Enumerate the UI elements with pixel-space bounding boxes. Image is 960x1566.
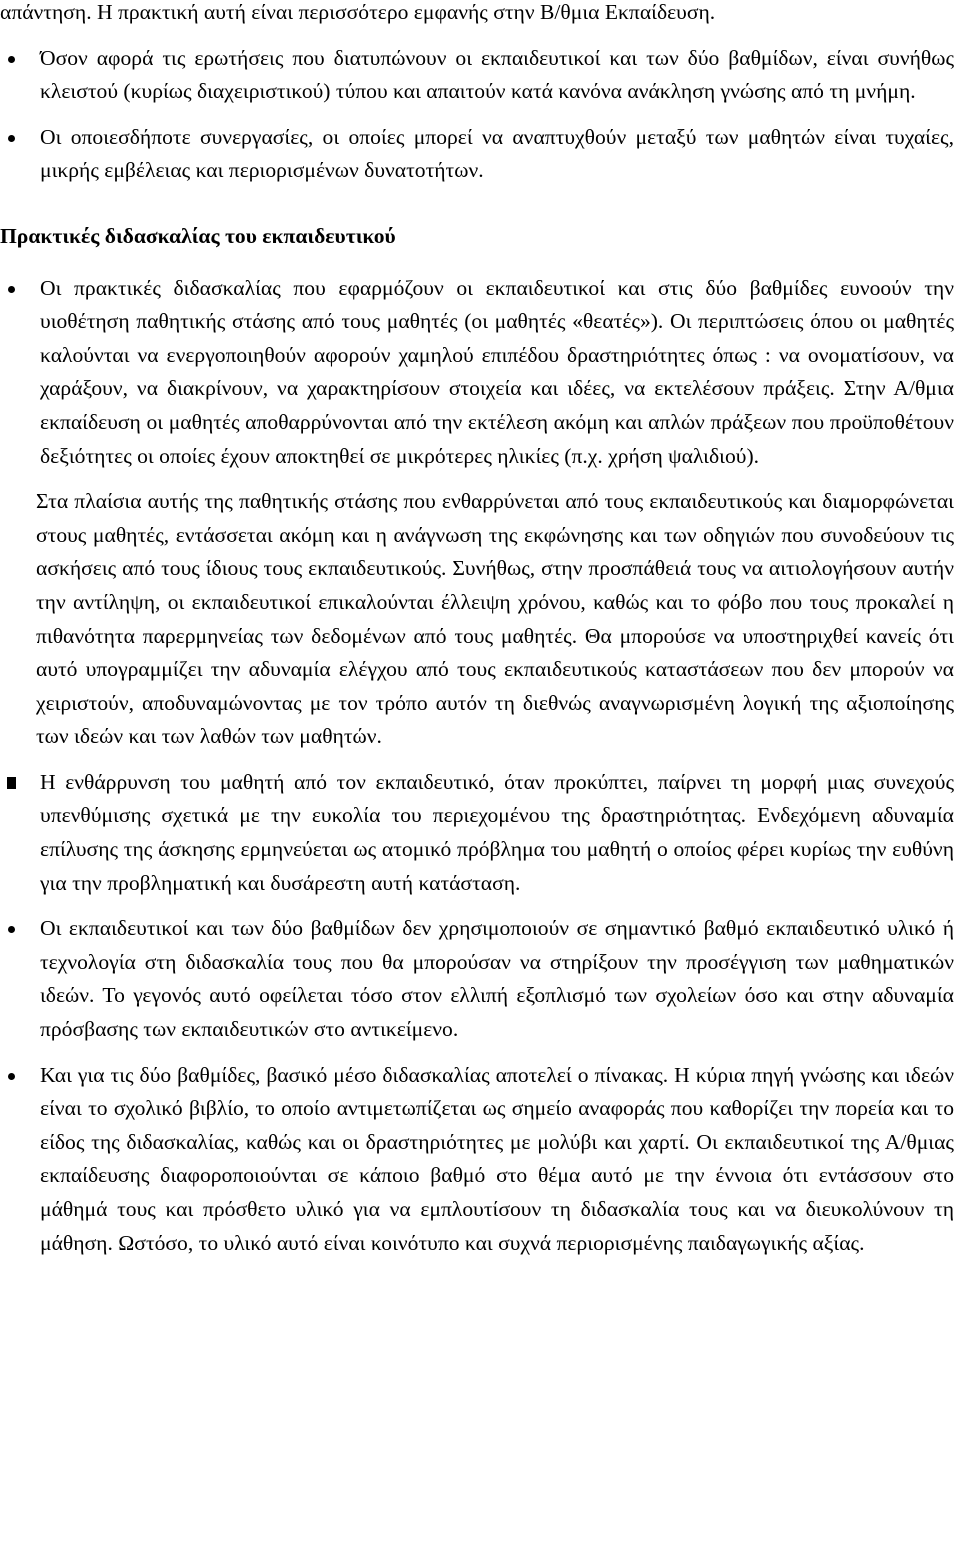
list-item (36, 1059, 954, 1261)
list-item-text: Οι εκπαιδευτικοί και των δύο βαθμίδων δεν χρησιμοποιούν σε σημαντικό βαθμό εκπαιδευτικό υλικό ή τεχνολογία στη διδασκαλία τους που θα μπορούσαν να στηρίξουν την προσέγγιση των μαθηματικών ιδεών. Το γεγονός αυτό οφείλεται τόσο στον ελλιπή εξοπλισμό των σχολείων όσο και στην αδυναμία πρόσβασης των εκπαιδευτικών στο αντικείμενο. (40, 916, 954, 1042)
list-item (36, 912, 954, 1046)
list-item-text: Όσον αφορά τις ερωτήσεις που διατυπώνουν οι εκπαιδευτικοί και των δύο βαθμίδων, είναι συνήθως κλειστού (κυρίως διαχειριστικού) τύπου και απαιτούν κατά κανόνα ανάκληση γνώσης από τη μνήμη. (40, 45, 954, 104)
list-item (36, 121, 954, 188)
paragraph: Στα πλαίσια αυτής της παθητικής στάσης που ενθαρρύνεται από τους εκπαιδευτικούς και διαμορφώνεται στους μαθητές, εντάσσεται ακόμη και η ανάγνωση της εκφώνησης και των οδηγιών που συνοδεύουν τις ασκήσεις από τους ίδιους τους εκπαιδευτικούς. Συνήθως, στην προσπάθειά τους να αιτιολογήσουν αυτήν την αντίληψη, οι εκπαιδευτικοί επικαλούνται έλλειψη χρόνου, καθώς και το φόβο που τους προκαλεί η πιθανότητα παρερμηνείας των δεδομένων από τους μαθητές. Θα μπορούσε να υποστηριχθεί κανείς ότι αυτό υπογραμμίζει την αδυναμία ελέγχου από τους εκπαιδευτικούς καταστάσεων που δεν μπορούν να χειριστούν, αποδυναμώνοντας με τον τρόπο αυτόν τη διεθνώς αναγνωρισμένη λογική της αξιοποίησης των ιδεών και των λαθών των μαθητών. (36, 489, 954, 749)
section-heading: Πρακτικές διδασκαλίας του εκπαιδευτικού (0, 223, 396, 248)
list-item (36, 42, 954, 109)
list-item-text: Οι οποιεσδήποτε συνεργασίες, οι οποίες μπορεί να αναπτυχθούν μεταξύ των μαθητών είναι τυχαίες, μικρής εμβέλειας και περιορισμένων δυνατοτήτων. (40, 124, 954, 183)
list-item-text: Οι πρακτικές διδασκαλίας που εφαρμόζουν οι εκπαιδευτικοί και στις δύο βαθμίδες ευνοούν την υιοθέτηση παθητικής στάσης από τους μαθητές (οι μαθητές «θεατές»). Οι περιπτώσεις όπου οι μαθητές καλούνται να ενεργοποιηθούν αφορούν χαμηλού επιπέδου δραστηριότητες όπως : να ονοματίσουν, να χαράξουν, να διακρίνουν, να χαρακτηρίσουν στοιχεία και ιδέες, να εκτελέσουν πράξεις. Στην Α/θμια εκπαίδευση οι μαθητές αποθαρρύνονται από την εκτέλεση ακόμη και απλών πράξεων που προϋποθέτουν δεξιότητες οι οποίες έχουν αποκτηθεί σε μικρότερες ηλικίες (π.χ. χρήση ψαλιδιού). (40, 275, 954, 468)
list-item-text: Και για τις δύο βαθμίδες, βασικό μέσο διδασκαλίας αποτελεί ο πίνακας. Η κύρια πηγή γνώσης και ιδεών είναι το σχολικό βιβλίο, το οποίο αντιμετωπίζεται ως σημείο αναφοράς που καθορίζει την πορεία και το είδος της διδασκαλίας, καθώς και οι δραστηριότητες με μολύβι και χαρτί. Οι εκπαιδευτικοί της Α/θμιας εκπαίδευσης διαφοροποιούνται σε κάποιο βαθμό στο θέμα αυτό με την έννοια ότι εντάσσουν στο μάθημά τους και πρόσθετο υλικό για να εμπλουτίσουν τη διδασκαλία τους και να διευκολύνουν τη μάθηση. Ωστόσο, το υλικό αυτό είναι κοινότυπο και συχνά περιορισμένης παιδαγωγικής αξίας. (40, 1062, 954, 1255)
list-item (36, 766, 954, 900)
list-item-text: Η ενθάρρυνση του μαθητή από τον εκπαιδευτικό, όταν προκύπτει, παίρνει τη μορφή μιας συνεχούς υπενθύμισης σχετικά με την ευκολία του περιεχομένου της δραστηριότητας. Ενδεχόμενη αδυναμία επίλυσης της άσκησης ερμηνεύεται ως ατομικό πρόβλημα του μαθητή ο οποίος φέρει κυρίως την ευθύνη για την προβληματική και δυσάρεστη αυτή κατάσταση. (40, 769, 954, 895)
intro-continuation: απάντηση. Η πρακτική αυτή είναι περισσότερο εμφανής στην Β/θμια Εκπαίδευση. (0, 0, 716, 24)
list-item (36, 272, 954, 474)
